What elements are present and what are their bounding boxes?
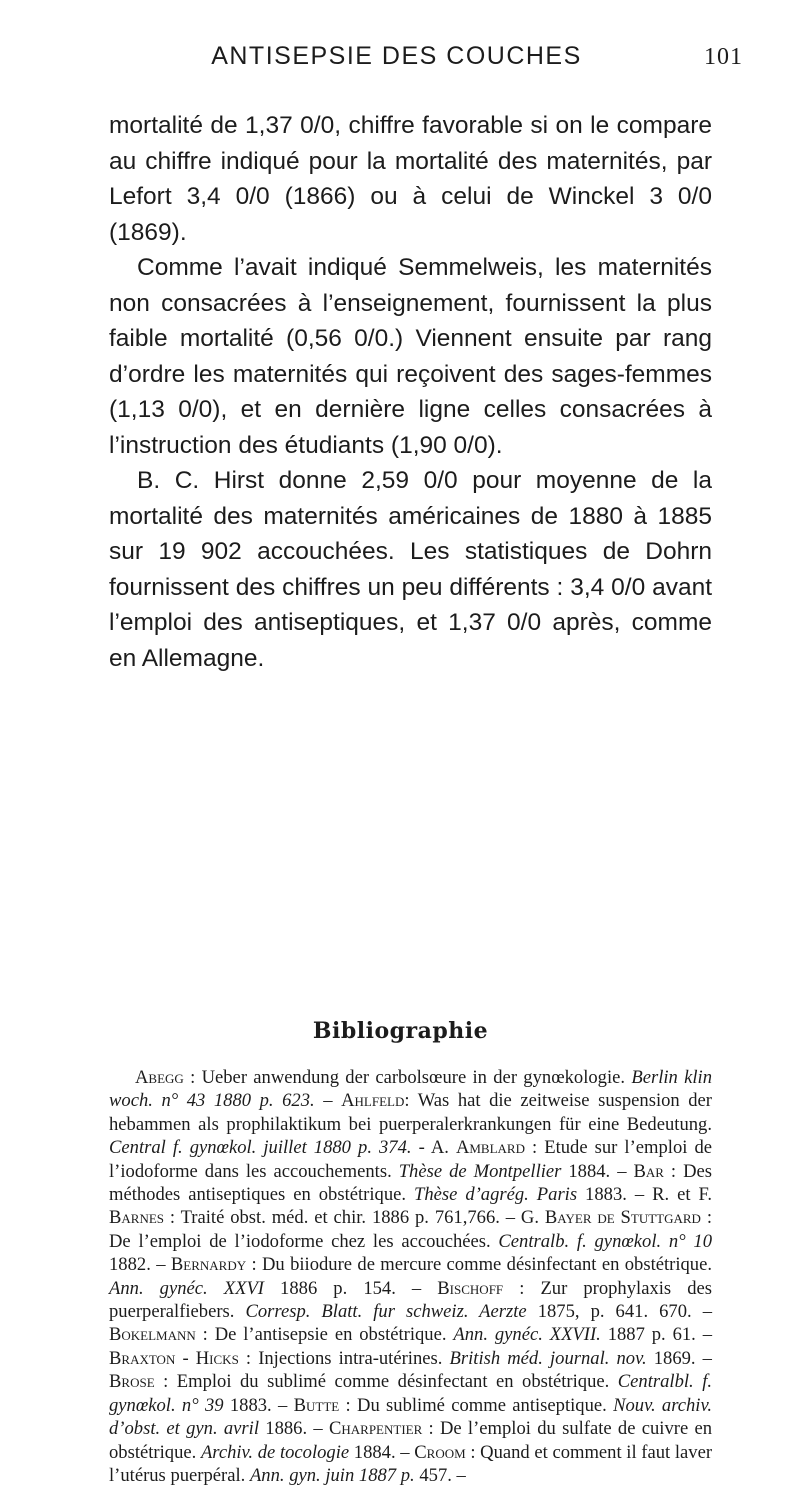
page-number: 101 bbox=[704, 44, 743, 70]
paragraph: B. C. Hirst donne 2,59 0/0 pour moyenne de la mortalité des maternités américaines de 1880 à 1885 sur 19 902 accouchées. Les statistiques de Dohrn fournissent des chiffres un peu différents : 3,4 0/0 avant l’emploi des antiseptiques, et 1,37 0/0 après, comme en Allemagne. bbox=[109, 467, 712, 672]
body-text bbox=[109, 108, 712, 676]
bib-text: : Du sublimé comme antiseptique. bbox=[339, 1394, 614, 1416]
bib-text: : De l’emploi de l’iodoforme chez les accouchées. bbox=[109, 1207, 712, 1252]
bib-author: Bernardy bbox=[170, 1254, 247, 1276]
bib-text: 1869. – bbox=[646, 1347, 712, 1369]
bib-text: : Ueber anwendung der carbolsœure in der gynœkologie. bbox=[183, 1067, 632, 1088]
bib-author: Brose bbox=[109, 1371, 155, 1393]
bib-source: Archiv. de tocologie bbox=[200, 1441, 350, 1463]
bib-text: 1887 p. 61. – bbox=[600, 1324, 712, 1346]
bib-author: Abegg bbox=[135, 1067, 184, 1088]
bib-source: Centralbl. f. gynœkol. n° 39 bbox=[109, 1371, 713, 1416]
bib-text: : Was hat die zeitweise suspension der hebammen als prophilaktikum bei puerperalerkrankungen für eine Bedeutung. bbox=[109, 1090, 712, 1135]
bib-author: Bischoff bbox=[437, 1277, 504, 1299]
bib-source: British méd. journal. nov. bbox=[449, 1347, 647, 1369]
running-head bbox=[110, 42, 743, 76]
bib-text: 1884. – bbox=[349, 1441, 415, 1463]
bib-author: Amblard bbox=[455, 1137, 525, 1159]
bib-text: 1883. – R. et F. bbox=[577, 1184, 712, 1206]
bib-text: - A. bbox=[411, 1137, 456, 1159]
bib-author: Bar bbox=[633, 1160, 664, 1182]
bib-text: : De l’emploi du sulfate de cuivre en obstétrique. bbox=[109, 1418, 713, 1463]
bib-text: 1883. – bbox=[223, 1394, 294, 1416]
bib-text: 1886. – bbox=[259, 1418, 329, 1440]
bib-text: : Injections intra-utérines. bbox=[238, 1347, 450, 1369]
bib-source: Ann. gynéc. XXVI bbox=[109, 1277, 264, 1299]
bib-text: : Du biiodure de mercure comme désinfectant en obstétrique. bbox=[246, 1254, 713, 1276]
running-title: ANTISEPSIE DES COUCHES bbox=[211, 42, 582, 70]
bib-text: : De l’antisepsie en obstétrique. bbox=[195, 1324, 454, 1346]
bib-source: Central f. gynœkol. juillet 1880 p. 374. bbox=[109, 1137, 412, 1159]
bib-author: Butte bbox=[293, 1394, 340, 1416]
bib-author: Croom bbox=[414, 1441, 466, 1463]
bib-author: Braxton - Hicks bbox=[109, 1347, 239, 1369]
bib-text: 1886 p. 154. – bbox=[264, 1277, 438, 1299]
bib-text: – bbox=[314, 1090, 342, 1112]
bib-text: : Quand et comment il faut laver l’utérus puerpéral. bbox=[109, 1441, 713, 1486]
bib-author: Bokelmann bbox=[109, 1324, 196, 1346]
paragraph: mortalité de 1,37 0/0, chiffre favorable si on le compare au chiffre indiqué pour la mortalité des maternités, par Lefort 3,4 0/0 (1866) ou à celui de Winckel 3 0/0 (1869). bbox=[109, 112, 712, 246]
bib-author: Barnes bbox=[109, 1207, 165, 1229]
bib-text: : Des méthodes antiseptiques en obstétrique. bbox=[109, 1160, 713, 1206]
bib-text: 1882. – bbox=[109, 1254, 171, 1276]
bib-source: Thèse d’agrég. Paris bbox=[413, 1184, 578, 1206]
bib-text: : Etude sur l’emploi de l’iodoforme dans les accouchements. bbox=[109, 1137, 713, 1182]
bib-text: : Traité obst. méd. et chir. 1886 p. 761,766. – G. bbox=[164, 1207, 545, 1229]
bib-text: 457. – bbox=[414, 1464, 466, 1486]
bib-author: Ahlfeld bbox=[341, 1090, 405, 1112]
bib-source: Nouv. archiv. d’obst. et gyn. avril bbox=[109, 1394, 712, 1440]
bib-source: Centralb. f. gynœkol. n° 10 bbox=[498, 1230, 712, 1252]
paragraph: Comme l’avait indiqué Semmelweis, les maternités non consacrées à l’enseignement, fournissent la plus faible mortalité (0,56 0/0.) Viennent ensuite par rang d’ordre les maternités qui reçoivent des sages-femmes (1,13 0/0), et en dernière ligne celles consacrées à l’instruction des étudiants (1,90 0/0). bbox=[109, 254, 712, 459]
bib-source: Corresp. Blatt. fur schweiz. Aerzte bbox=[245, 1301, 527, 1323]
bib-source: Ann. gynéc. XXVII. bbox=[453, 1324, 601, 1346]
bib-text: 1884. – bbox=[561, 1160, 634, 1182]
bib-author: Bayer de Stuttgard bbox=[544, 1207, 701, 1229]
bib-text: 1875, p. 641. 670. – bbox=[526, 1301, 712, 1323]
bib-text: : Emploi du sublimé comme désinfectant en obstétrique. bbox=[154, 1371, 618, 1393]
bib-text: : Zur prophylaxis des puerperalfiebers. bbox=[109, 1277, 712, 1323]
bib-author: Charpentier bbox=[328, 1418, 423, 1440]
bib-source: Berlin klin woch. n° 43 1880 p. 623. bbox=[109, 1067, 712, 1112]
bib-source: Thèse de Montpellier bbox=[398, 1160, 562, 1182]
bibliography-list bbox=[109, 1066, 712, 1487]
bibliography-heading: Bibliographie bbox=[312, 1018, 489, 1044]
bib-source: Ann. gyn. juin 1887 p. bbox=[249, 1464, 415, 1486]
